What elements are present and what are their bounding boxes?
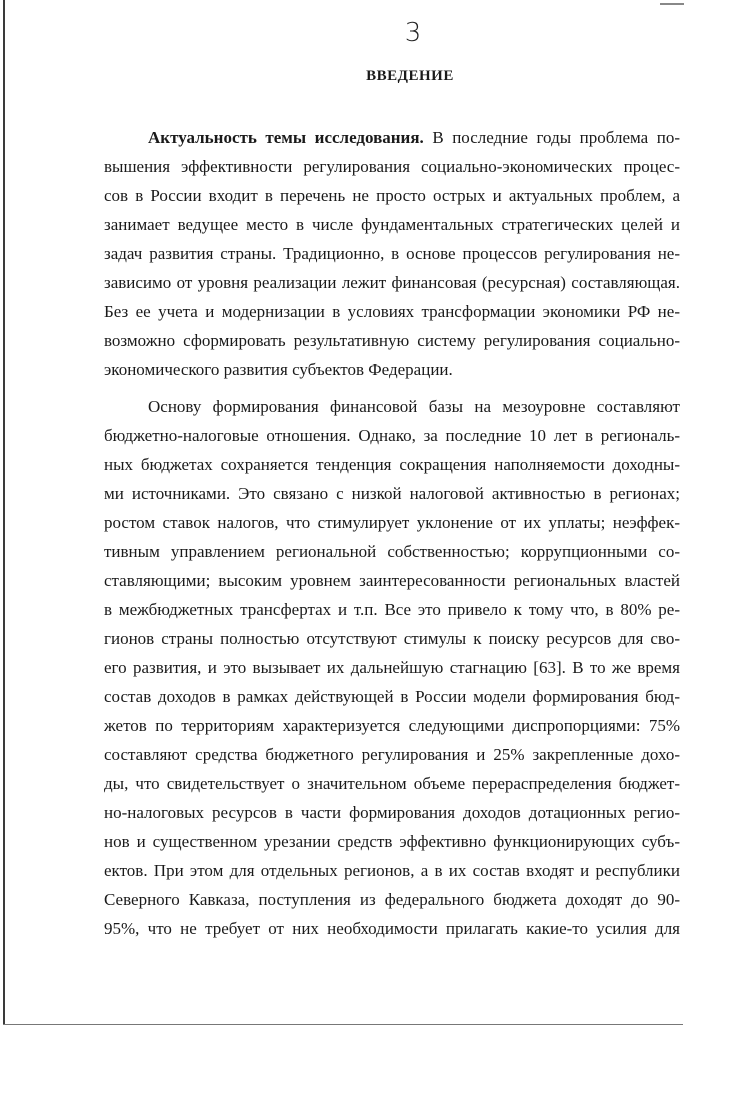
paragraph-line: ных бюджетах сохраняется тенденция сокращения наполняемости доходны- (104, 455, 680, 474)
section-heading: ВВЕДЕНИЕ (366, 68, 454, 84)
paragraph-line: Основу формирования финансовой базы на мезоуровне составляют (148, 397, 680, 416)
paragraph-line: возможно сформировать результативную систему регулирования социально- (104, 331, 680, 350)
paragraph-line: в межбюджетных трансфертах и т.п. Все это привело к тому что, в 80% ре- (104, 600, 680, 619)
paragraph-line: экономического развития субъектов Федерации. (104, 360, 453, 379)
paragraph-line: ростом ставок налогов, что стимулирует уклонение от их уплаты; неэффек- (104, 513, 680, 532)
paragraph-line: состав доходов в рамках действующей в России модели формирования бюд- (104, 687, 680, 706)
paragraph-line: составляют средства бюджетного регулирования и 25% закрепленные дохо- (104, 745, 680, 764)
line-text: В последние годы проблема по- (423, 128, 681, 147)
paragraph-line: ставляющими; высоким уровнем заинтересованности региональных властей (104, 571, 680, 590)
paragraph-line: жетов по территориям характеризуется следующими диспропорциями: 75% (104, 716, 680, 735)
paragraph-line: гионов страны полностью отсутствуют стимулы к поиску ресурсов для сво- (104, 629, 680, 648)
paragraph-line: сов в России входит в перечень не просто острых и актуальных проблем, а (104, 186, 680, 205)
paragraph-line: Без ее учета и модернизации в условиях трансформации экономики РФ не- (104, 302, 680, 321)
paragraph-line: зависимо от уровня реализации лежит финансовая (ресурсная) составляющая. (104, 273, 680, 292)
paragraph-line (148, 127, 680, 149)
paragraph-line: ды, что свидетельствует о значительном объеме перераспределения бюджет- (104, 774, 680, 793)
paragraph-line: вышения эффективности регулирования социально-экономических процес- (104, 157, 680, 176)
lead-phrase: Актуальность темы исследования. (148, 128, 424, 147)
scan-mark-top-right (660, 3, 684, 5)
paragraph-line: бюджетно-налоговые отношения. Однако, за последние 10 лет в региональ- (104, 426, 680, 445)
paragraph-line: занимает ведущее место в числе фундаментальных стратегических целей и (104, 215, 680, 234)
paragraph-line: но-налоговых ресурсов в части формирования доходов дотационных регио- (104, 803, 680, 822)
paragraph-line: нов и существенном урезании средств эффективно функционирующих субъ- (104, 832, 680, 851)
paragraph-line: ектов. При этом для отдельных регионов, а в их состав входят и республики (104, 861, 680, 880)
scan-border-bottom (3, 1024, 683, 1025)
paragraph-line: тивным управлением региональной собственностью; коррупционными со- (104, 542, 680, 561)
paragraph-line: Северного Кавказа, поступления из федерального бюджета доходят до 90- (104, 890, 680, 909)
paragraph-line: его развития, и это вызывает их дальнейшую стагнацию [63]. В то же время (104, 658, 680, 677)
page-number: 3 (404, 18, 422, 48)
scan-border-left (3, 0, 5, 1025)
paragraph-line: 95%, что не требует от них необходимости прилагать какие-то усилия для (104, 919, 680, 938)
paragraph-line: ми источниками. Это связано с низкой налоговой активностью в регионах; (104, 484, 680, 503)
paragraph-line: задач развития страны. Традиционно, в основе процессов регулирования не- (104, 244, 680, 263)
